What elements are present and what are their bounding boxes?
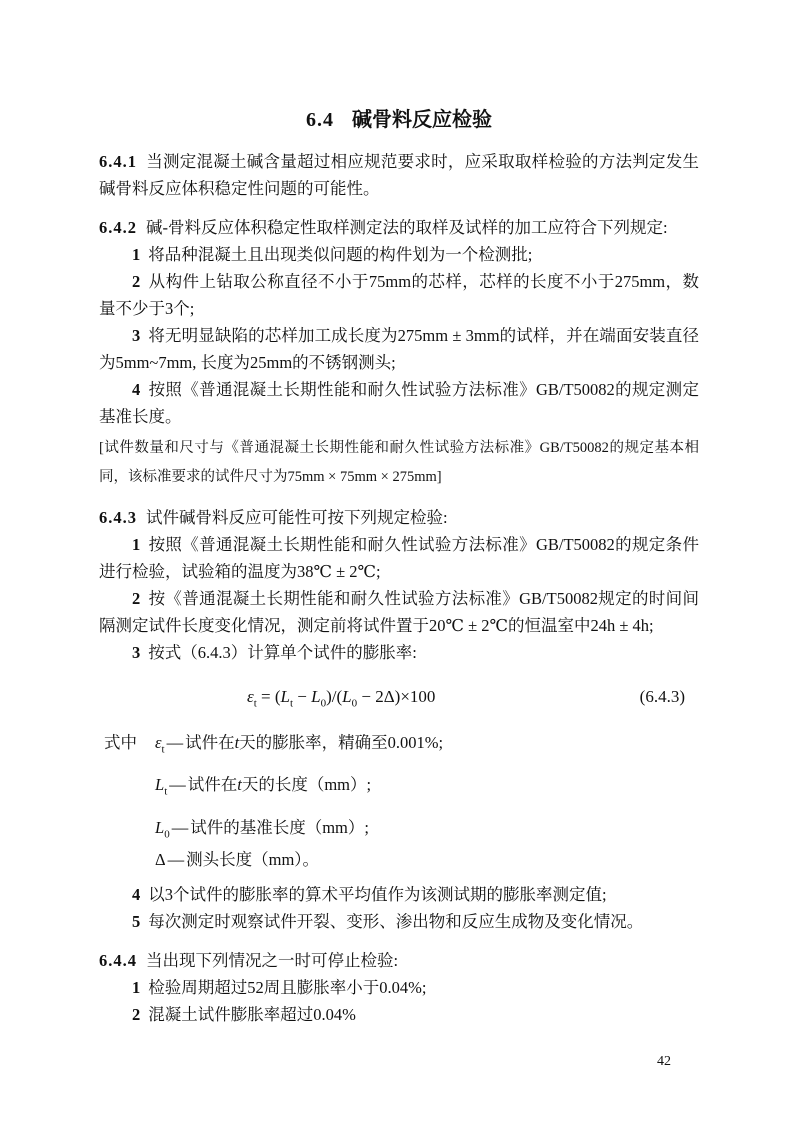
definition-text: 天的长度（mm）; bbox=[241, 775, 372, 794]
section-title-text: 碱骨料反应检验 bbox=[352, 109, 492, 131]
list-item bbox=[99, 1001, 699, 1028]
legend-row-delta bbox=[99, 846, 699, 873]
symbol-subscript: 0 bbox=[164, 828, 170, 841]
list-item bbox=[99, 268, 699, 322]
equation-6-4-3 bbox=[99, 683, 699, 710]
formula-L0: L bbox=[342, 687, 352, 706]
list-item bbox=[99, 322, 699, 376]
term-symbol bbox=[155, 733, 165, 756]
list-item bbox=[99, 376, 699, 430]
definition-dash: — bbox=[169, 775, 186, 794]
symbol-delta: Δ bbox=[155, 850, 166, 869]
list-item bbox=[99, 585, 699, 639]
section-title-number: 6.4 bbox=[306, 109, 334, 131]
definition-dash: — bbox=[171, 818, 189, 837]
list-item bbox=[99, 241, 699, 268]
formula-multiplier: )×100 bbox=[394, 687, 436, 706]
variable-t: t bbox=[234, 733, 240, 752]
formula-operator: − bbox=[293, 687, 312, 706]
item-number: 4 bbox=[132, 380, 141, 399]
item-text: 混凝土试件膨胀率超过0.04% bbox=[148, 1005, 356, 1024]
list-item bbox=[99, 881, 699, 908]
item-text: 按照《普通混凝土长期性能和耐久性试验方法标准》GB/T50082的规定条件进行检验，试验箱的温度为38℃ ± 2℃; bbox=[99, 535, 699, 581]
item-text: 将无明显缺陷的芯样加工成长度为275mm ± 3mm的试样，并在端面安装直径为5mm~7mm, 长度为25mm的不锈钢测头; bbox=[99, 326, 699, 372]
symbol-L0: L bbox=[155, 818, 165, 837]
formula-operator: = ( bbox=[256, 687, 281, 706]
definition-text: 试件在 bbox=[187, 775, 238, 794]
term-symbol bbox=[155, 818, 170, 841]
clause-6-4-1 bbox=[99, 148, 699, 202]
equation-number: (6.4.3) bbox=[639, 687, 685, 706]
item-text: 检验周期超过52周且膨胀率小于0.04%; bbox=[148, 978, 427, 997]
page-number: 42 bbox=[657, 1054, 671, 1069]
formula-epsilon-subscript: t bbox=[253, 697, 257, 710]
formula-epsilon: ε bbox=[247, 687, 254, 706]
item-number: 3 bbox=[132, 326, 141, 345]
clause-text: 试件碱骨料反应可能性可按下列规定检验: bbox=[146, 508, 448, 527]
term-definition bbox=[186, 850, 319, 869]
list-item bbox=[99, 639, 699, 666]
formula-Lt-subscript: t bbox=[289, 697, 294, 710]
item-text: 从构件上钻取公称直径不小于75mm的芯样，芯样的长度不小于275mm，数量不少于3个; bbox=[99, 272, 699, 318]
clause-6-4-3 bbox=[99, 504, 699, 531]
symbol-subscript: t bbox=[161, 743, 165, 756]
definition-dash: — bbox=[166, 733, 184, 752]
item-text: 以3个试件的膨胀率的算术平均值作为该测试期的膨胀率测定值; bbox=[148, 885, 607, 904]
definition-text: 试件在 bbox=[185, 733, 235, 752]
item-text: 按式（6.4.3）计算单个试件的膨胀率: bbox=[148, 643, 417, 662]
formula-Lt: L bbox=[280, 687, 290, 706]
item-text: 按照《普通混凝土长期性能和耐久性试验方法标准》GB/T50082的规定测定基准长度。 bbox=[99, 380, 699, 426]
clause-number: 6.4.4 bbox=[99, 951, 137, 970]
clause-6-4-2 bbox=[99, 214, 699, 241]
item-text: 按《普通混凝土长期性能和耐久性试验方法标准》GB/T50082规定的时间间隔测定试件长度变化情况，测定前将试件置于20℃ ± 2℃的恒温室中24h ± 4h; bbox=[99, 589, 699, 635]
editorial-note: [试件数量和尺寸与《普通混凝土长期性能和耐久性试验方法标准》GB/T50082的规定基本相同，该标准要求的试件尺寸为75mm × 75mm × 275mm] bbox=[99, 440, 699, 485]
definition-text: 试件的基准长度（mm）; bbox=[190, 818, 369, 837]
formula-operator: )/( bbox=[326, 687, 343, 706]
formula-L0: L bbox=[311, 687, 321, 706]
formula-legend bbox=[99, 729, 699, 873]
item-text: 每次测定时观察试件开裂、变形、渗出物和反应生成物及变化情况。 bbox=[148, 912, 644, 931]
legend-label: 式中 bbox=[104, 733, 137, 752]
page-content bbox=[99, 106, 699, 1028]
legend-row-Lt bbox=[99, 771, 699, 798]
variable-t: t bbox=[237, 775, 242, 794]
clause-number: 6.4.3 bbox=[99, 508, 137, 527]
item-number: 1 bbox=[132, 535, 141, 554]
symbol-epsilon: ε bbox=[155, 733, 162, 752]
section-title bbox=[99, 106, 699, 134]
item-number: 2 bbox=[132, 272, 141, 291]
symbol-Lt: L bbox=[155, 775, 165, 794]
formula-operator: − 2Δ bbox=[357, 687, 395, 706]
item-text: 将品种混凝土且出现类似问题的构件划为一个检测批; bbox=[148, 245, 533, 264]
term-symbol bbox=[155, 850, 166, 869]
clause-text: 碱-骨料反应体积稳定性取样测定法的取样及试样的加工应符合下列规定: bbox=[146, 218, 668, 237]
definition-text: 测头长度（mm）。 bbox=[186, 850, 320, 869]
legend-row-epsilon bbox=[99, 729, 699, 756]
list-item bbox=[99, 531, 699, 585]
term-symbol bbox=[155, 775, 168, 798]
clause-text: 当出现下列情况之一时可停止检验: bbox=[146, 951, 399, 970]
item-number: 5 bbox=[132, 912, 141, 931]
term-definition bbox=[190, 818, 369, 837]
item-number: 2 bbox=[132, 1005, 141, 1024]
item-number: 3 bbox=[132, 643, 141, 662]
term-definition bbox=[188, 775, 371, 794]
clause-number: 6.4.1 bbox=[99, 152, 137, 171]
clause-number: 6.4.2 bbox=[99, 218, 137, 237]
clause-6-4-4 bbox=[99, 947, 699, 974]
formula-L0-subscript: 0 bbox=[351, 697, 358, 710]
item-number: 4 bbox=[132, 885, 141, 904]
formula-L0-subscript: 0 bbox=[320, 697, 327, 710]
list-item bbox=[99, 908, 699, 935]
term-definition bbox=[185, 733, 443, 752]
clause-text: 当测定混凝土碱含量超过相应规范要求时，应采取取样检验的方法判定发生碱骨料反应体积稳定性问题的可能性。 bbox=[99, 152, 699, 198]
symbol-subscript: t bbox=[164, 785, 168, 798]
legend-row-L0 bbox=[99, 814, 699, 841]
expansion-rate-formula bbox=[247, 683, 435, 710]
definition-text: 天的膨胀率，精确至0.001%; bbox=[239, 733, 444, 752]
list-item bbox=[99, 974, 699, 1001]
item-number: 2 bbox=[132, 589, 141, 608]
item-number: 1 bbox=[132, 978, 141, 997]
item-number: 1 bbox=[132, 245, 141, 264]
definition-dash: — bbox=[167, 850, 185, 869]
